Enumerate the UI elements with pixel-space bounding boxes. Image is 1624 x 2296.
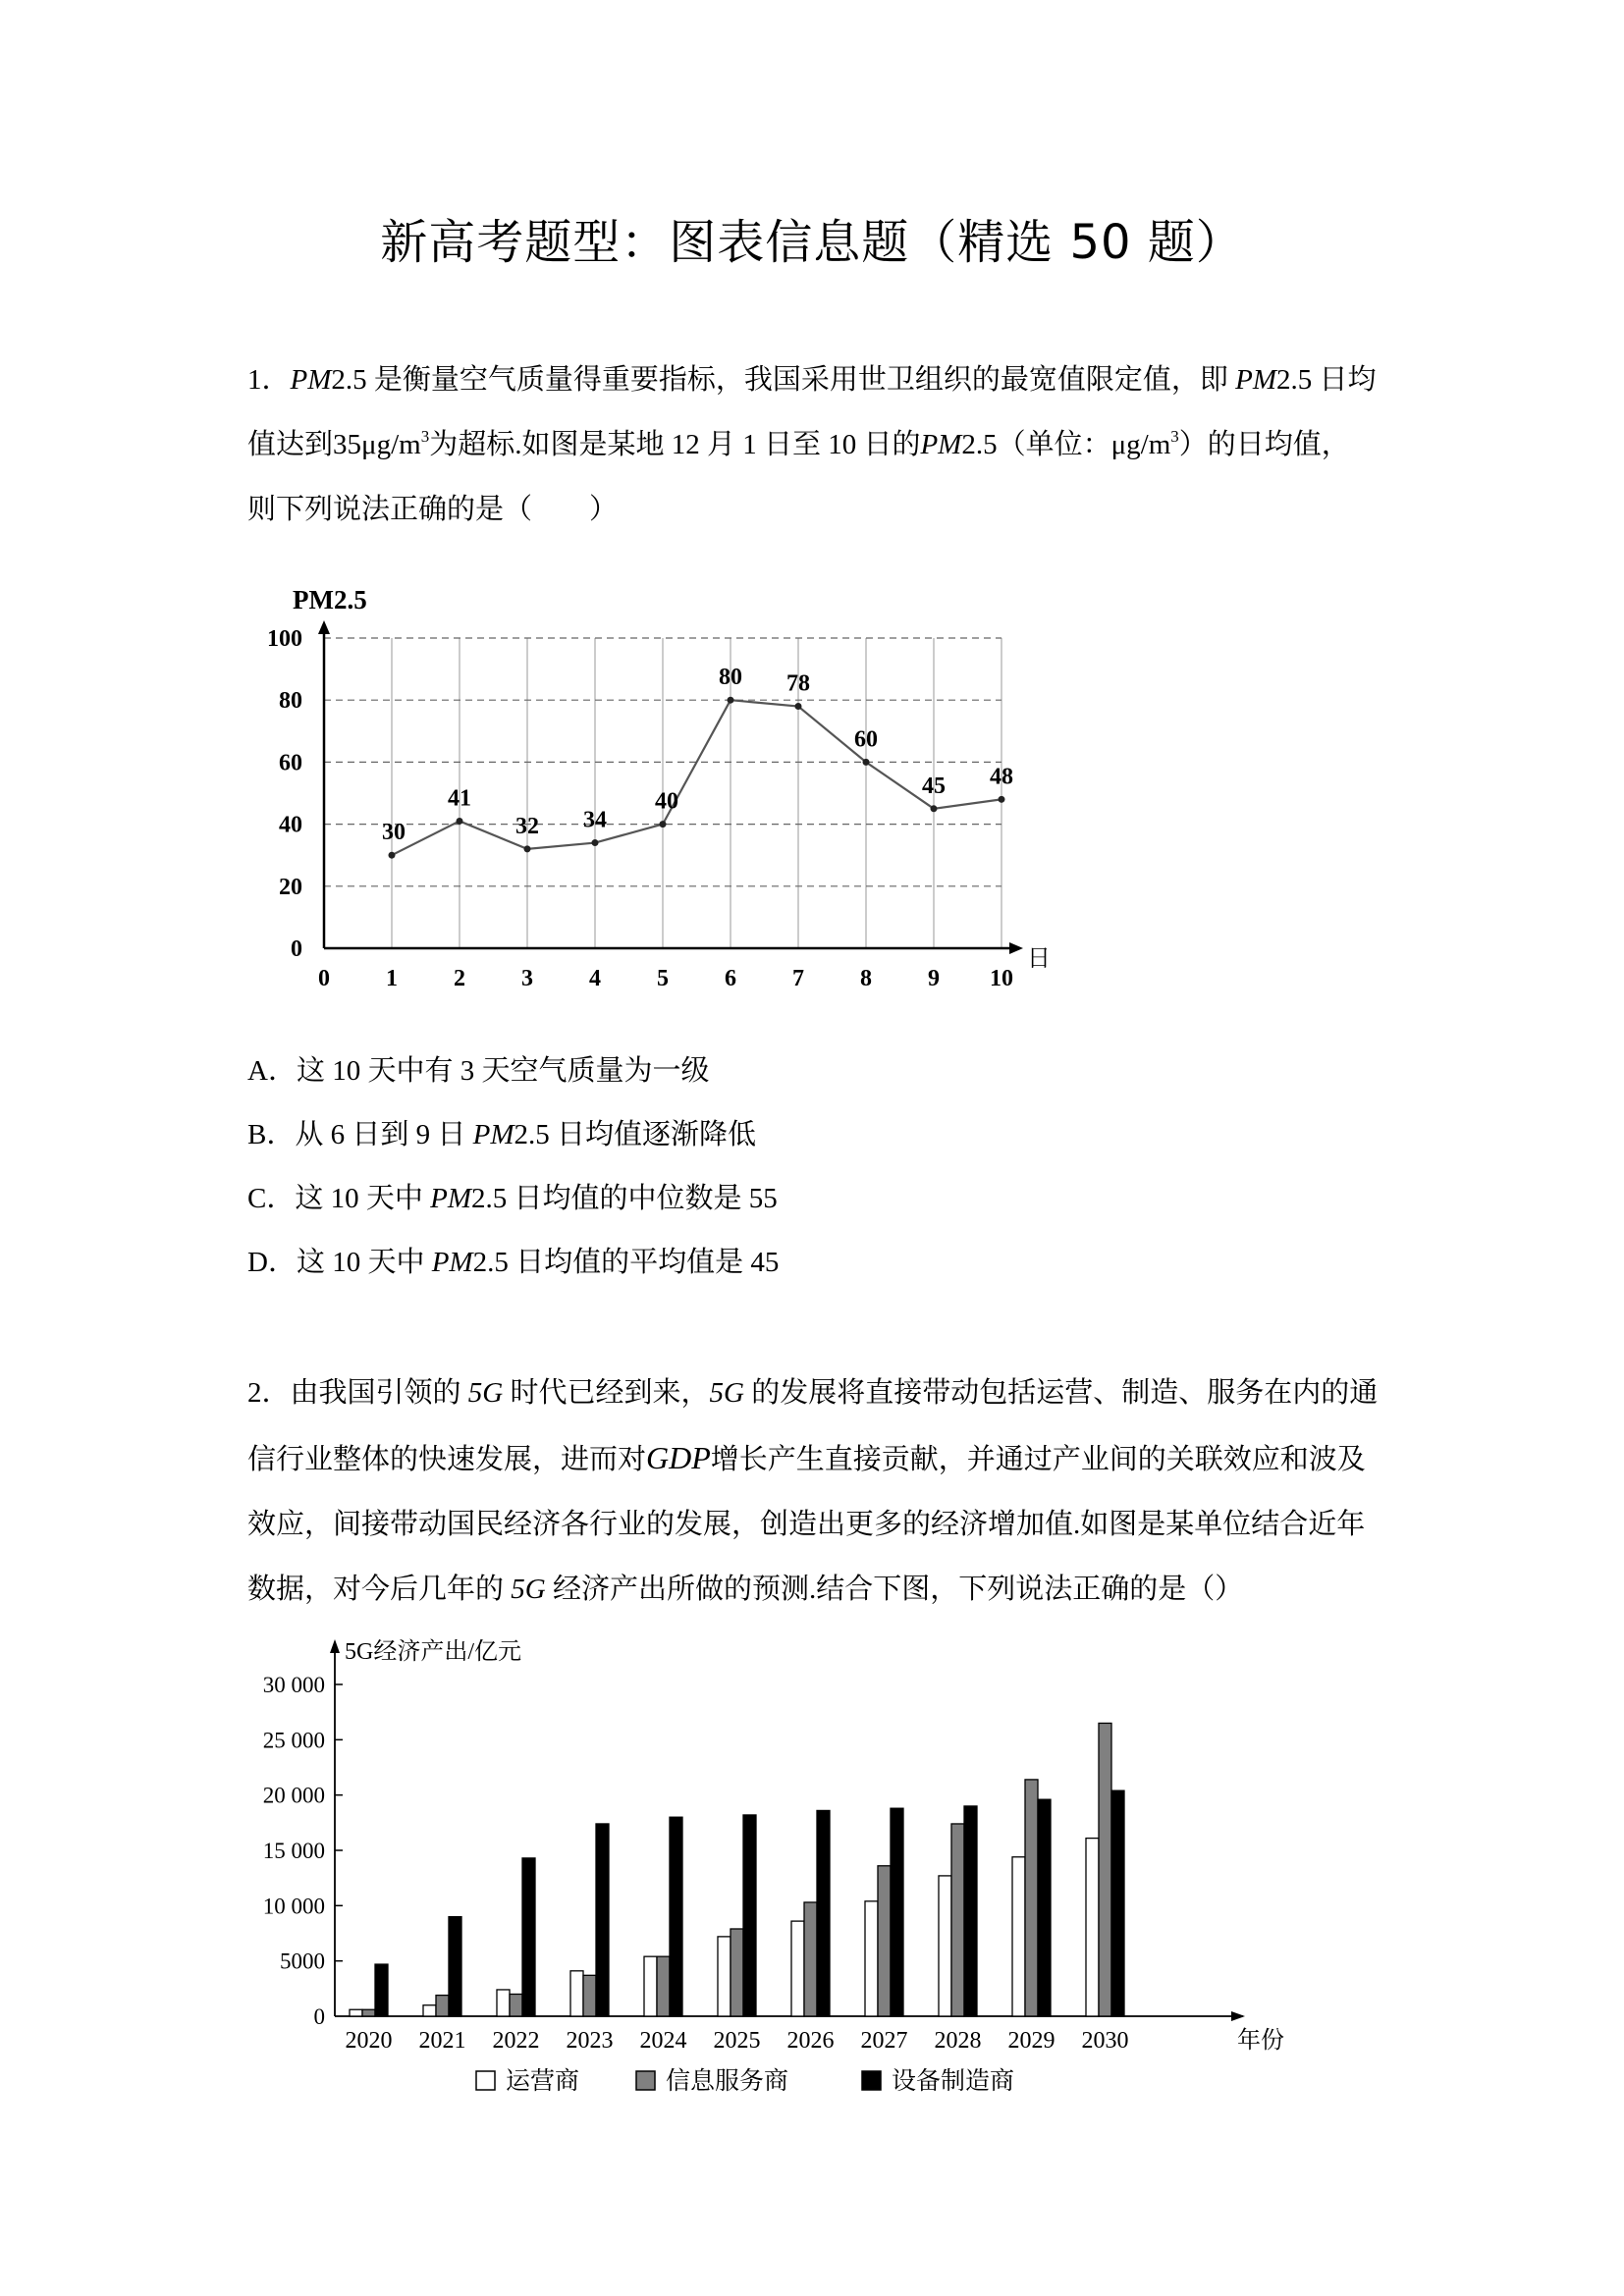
data-label: 40 bbox=[655, 788, 678, 815]
q2-text: 时代已经到来， bbox=[503, 1377, 710, 1409]
data-point bbox=[660, 821, 667, 828]
data-label: 30 bbox=[382, 820, 406, 846]
option-c[interactable] bbox=[247, 1176, 778, 1216]
y-tick-label: 60 bbox=[279, 750, 302, 776]
page-title: 新高考题型：图表信息题（精选 50 题） bbox=[380, 215, 1244, 270]
x-tick-label: 2023 bbox=[566, 2028, 614, 2054]
bar bbox=[891, 1808, 903, 2016]
q2-text: 效应，间接带动国民经济各行业的发展，创造出更多的经济增加值.如图是某单位结合近年 bbox=[247, 1509, 1366, 1540]
data-label: 32 bbox=[515, 813, 539, 839]
bar bbox=[865, 1901, 878, 2016]
bar bbox=[718, 1937, 731, 2016]
option-text-end: 2.5 日均值的中位数是 55 bbox=[470, 1183, 778, 1214]
x-tick-label: 2024 bbox=[639, 2028, 687, 2054]
x-tick-label: 2025 bbox=[713, 2028, 761, 2054]
data-label: 41 bbox=[448, 785, 471, 812]
superscript: 3 bbox=[1170, 427, 1179, 446]
legend-swatch bbox=[862, 2071, 881, 2090]
bar bbox=[644, 1956, 657, 2016]
option-label: A． bbox=[247, 1055, 297, 1087]
q2-text: 由我国引领的 bbox=[290, 1377, 468, 1409]
bar bbox=[731, 1929, 743, 2016]
x-tick-label: 0 bbox=[318, 966, 330, 991]
data-point bbox=[728, 697, 734, 704]
option-em: PM bbox=[472, 1119, 514, 1150]
option-text-end: 2.5 日均值逐渐降低 bbox=[514, 1119, 756, 1150]
series-line bbox=[392, 700, 1001, 855]
legend-swatch bbox=[476, 2071, 495, 2090]
bar bbox=[570, 1971, 583, 2016]
option-text: 从 6 日到 9 日 bbox=[295, 1119, 473, 1150]
x-tick-label: 8 bbox=[860, 966, 872, 991]
option-text: 这 10 天中 bbox=[296, 1247, 432, 1278]
data-point bbox=[863, 759, 870, 766]
q2-text: 数据，对今后几年的 bbox=[247, 1574, 512, 1605]
bar bbox=[596, 1824, 609, 2016]
unit-value: μg/m bbox=[1110, 429, 1171, 460]
y-tick-label: 100 bbox=[267, 626, 302, 652]
q1-prompt: 则下列说法正确的是（ ） bbox=[247, 494, 619, 525]
option-label: C． bbox=[247, 1183, 296, 1214]
term-5g: 5G bbox=[511, 1574, 546, 1605]
x-tick-label: 2026 bbox=[786, 2028, 835, 2054]
data-label: 34 bbox=[583, 807, 607, 833]
x-tick-label: 2022 bbox=[492, 2028, 540, 2054]
x-tick-label: 5 bbox=[657, 966, 669, 991]
option-label: D． bbox=[247, 1247, 297, 1278]
x-tick-label: 3 bbox=[521, 966, 533, 991]
data-point bbox=[592, 839, 599, 846]
pm-term: PM bbox=[290, 364, 332, 396]
data-point bbox=[999, 796, 1005, 803]
data-label: 45 bbox=[922, 773, 946, 799]
option-text-end: 2.5 日均值的平均值是 45 bbox=[472, 1247, 780, 1278]
option-b[interactable] bbox=[247, 1112, 756, 1152]
y-axis-title: PM2.5 bbox=[293, 585, 367, 614]
bar bbox=[1086, 1839, 1099, 2016]
bar bbox=[423, 2005, 436, 2016]
legend-label: 运营商 bbox=[506, 2068, 580, 2095]
x-axis-title: 年份 bbox=[1237, 2028, 1284, 2054]
option-text: 这 10 天中 bbox=[295, 1183, 431, 1214]
data-label: 48 bbox=[990, 764, 1013, 790]
bar bbox=[657, 1956, 670, 2016]
unit-label: 2.5（单位： bbox=[961, 429, 1111, 460]
5g-bar-chart bbox=[236, 1629, 1284, 2120]
x-axis-title: 日 bbox=[1027, 946, 1051, 972]
legend-label: 设备制造商 bbox=[892, 2068, 1015, 2095]
x-tick-label: 7 bbox=[792, 966, 804, 991]
option-em: PM bbox=[431, 1247, 473, 1278]
x-tick-label: 2 bbox=[454, 966, 465, 991]
q1-text-l2: 值达到 bbox=[247, 429, 334, 460]
y-axis-title: 5G经济产出/亿元 bbox=[345, 1639, 521, 1665]
y-tick-label: 80 bbox=[279, 688, 302, 715]
x-tick-label: 2029 bbox=[1007, 2028, 1056, 2054]
question-number: 1． bbox=[247, 364, 291, 396]
y-tick-label: 30 000 bbox=[262, 1673, 325, 1697]
question-1-text bbox=[247, 347, 1396, 542]
y-axis-arrow bbox=[330, 1639, 340, 1653]
option-text: 这 10 天中有 3 天空气质量为一级 bbox=[296, 1055, 710, 1087]
x-tick-label: 4 bbox=[589, 966, 601, 991]
term-5g: 5G bbox=[709, 1377, 744, 1409]
bar bbox=[449, 1917, 461, 2016]
bar bbox=[791, 1921, 804, 2016]
x-tick-label: 2030 bbox=[1081, 2028, 1129, 2054]
bar bbox=[1012, 1857, 1025, 2016]
x-tick-label: 10 bbox=[990, 966, 1013, 991]
option-label: B． bbox=[247, 1119, 296, 1150]
pm-term: PM bbox=[1235, 364, 1277, 396]
y-axis-arrow bbox=[318, 620, 330, 634]
q2-text: 信行业整体的快速发展，进而对 bbox=[247, 1444, 647, 1475]
x-tick-label: 1 bbox=[386, 966, 398, 991]
data-point bbox=[457, 818, 463, 825]
bar bbox=[1025, 1780, 1038, 2016]
bar bbox=[510, 1994, 522, 2016]
data-point bbox=[389, 852, 396, 859]
data-label: 60 bbox=[854, 726, 878, 753]
term-5g: 5G bbox=[467, 1377, 504, 1409]
x-axis-arrow bbox=[1009, 942, 1023, 954]
x-tick-label: 2028 bbox=[934, 2028, 982, 2054]
data-point bbox=[524, 845, 531, 852]
y-tick-label: 20 bbox=[279, 874, 302, 900]
bar bbox=[1099, 1723, 1111, 2016]
option-d[interactable] bbox=[247, 1240, 779, 1280]
bar bbox=[878, 1866, 891, 2016]
q1-text-l1: 2.5 是衡量空气质量得重要指标，我国采用世卫组织的最宽值限定值，即 bbox=[331, 364, 1236, 396]
bar bbox=[436, 1996, 449, 2016]
option-a[interactable] bbox=[247, 1048, 709, 1089]
y-tick-label: 40 bbox=[279, 812, 302, 838]
legend-label: 信息服务商 bbox=[666, 2068, 789, 2095]
q2-text: 的发展将直接带动包括运营、制造、服务在内的通 bbox=[743, 1377, 1379, 1409]
bar bbox=[964, 1806, 977, 2016]
bar bbox=[939, 1876, 951, 2016]
option-em: PM bbox=[430, 1183, 471, 1214]
bar bbox=[804, 1902, 817, 2016]
bar bbox=[583, 1975, 596, 2016]
q2-text: 增长产生直接贡献，并通过产业间的关联效应和波及 bbox=[710, 1444, 1366, 1475]
pm-term: PM bbox=[920, 429, 962, 460]
bar bbox=[1111, 1790, 1124, 2016]
bar bbox=[497, 1990, 510, 2016]
y-tick-label: 15 000 bbox=[262, 1839, 325, 1863]
bar bbox=[817, 1810, 830, 2016]
data-label: 80 bbox=[719, 665, 742, 691]
y-tick-label: 10 000 bbox=[262, 1894, 325, 1919]
y-tick-label: 5000 bbox=[280, 1949, 325, 1974]
x-tick-label: 2027 bbox=[860, 2028, 908, 2054]
q1-text-l2-end: ）的日均值， bbox=[1178, 429, 1350, 460]
bar bbox=[375, 1964, 388, 2016]
bar bbox=[362, 2009, 375, 2016]
bar bbox=[350, 2009, 362, 2016]
x-axis-arrow bbox=[1231, 2011, 1245, 2021]
data-label: 78 bbox=[786, 670, 810, 697]
question-2-text bbox=[247, 1361, 1396, 1622]
y-tick-label: 20 000 bbox=[262, 1783, 325, 1808]
x-tick-label: 6 bbox=[725, 966, 736, 991]
x-tick-label: 9 bbox=[928, 966, 940, 991]
legend-swatch bbox=[636, 2071, 655, 2090]
threshold-value: 35μg/m bbox=[333, 429, 421, 460]
bar bbox=[1038, 1799, 1051, 2016]
pm25-line-chart bbox=[236, 579, 1080, 1001]
bar bbox=[522, 1858, 535, 2016]
question-number: 2． bbox=[247, 1377, 291, 1409]
data-point bbox=[931, 805, 938, 812]
x-tick-label: 2020 bbox=[345, 2028, 393, 2054]
y-tick-label: 0 bbox=[313, 2004, 325, 2029]
q1-text-l1-end: 2.5 日均 bbox=[1276, 364, 1377, 396]
x-tick-label: 2021 bbox=[418, 2028, 466, 2054]
bar bbox=[743, 1815, 756, 2016]
bar bbox=[951, 1824, 964, 2016]
term-gdp: GDP bbox=[646, 1440, 711, 1475]
data-point bbox=[795, 703, 802, 710]
y-tick-label: 0 bbox=[291, 936, 302, 962]
y-tick-label: 25 000 bbox=[262, 1728, 325, 1753]
superscript: 3 bbox=[420, 427, 430, 446]
q2-text: 经济产出所做的预测.结合下图，下列说法正确的是（） bbox=[545, 1574, 1244, 1605]
q1-text-l2-mid: 为超标.如图是某地 12 月 1 日至 10 日的 bbox=[429, 429, 921, 460]
bar bbox=[670, 1817, 682, 2016]
